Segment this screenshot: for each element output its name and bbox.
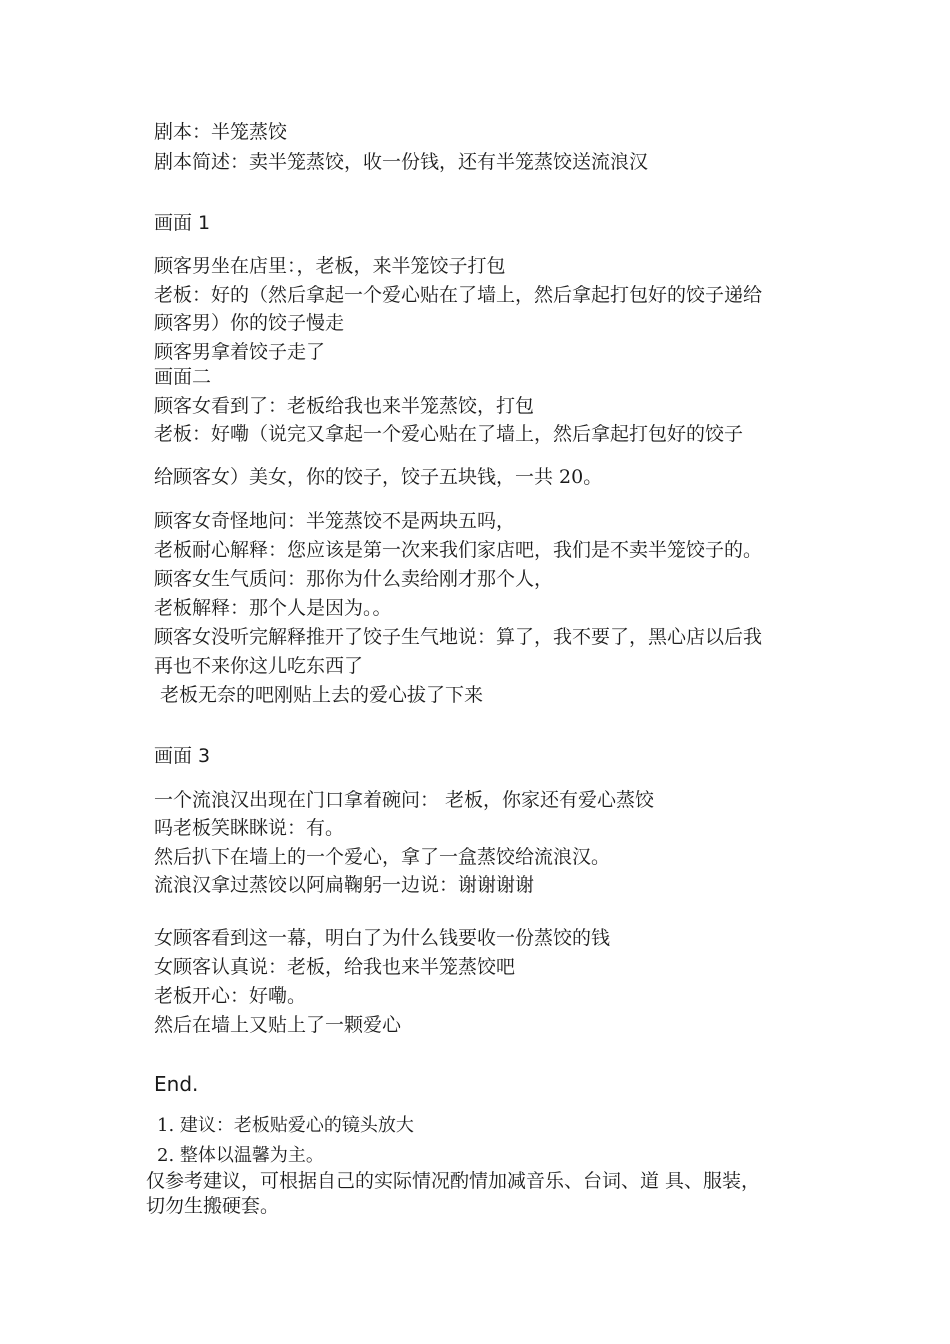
scene2-line: 顾客女没听完解释推开了饺子生气地说：算了，我不要了，黑心店以后我	[154, 626, 763, 648]
disclaimer-line: 切勿生搬硬套。	[146, 1195, 280, 1217]
script-summary: 剧本简述：卖半笼蒸饺，收一份钱，还有半笼蒸饺送流浪汉	[154, 151, 649, 173]
scene2-line: 顾客女看到了：老板给我也来半笼蒸饺，打包	[154, 395, 535, 417]
note-item: 1. 建议：老板贴爱心的镜头放大	[157, 1115, 414, 1136]
scene3-line: 流浪汉拿过蒸饺以阿扁鞠躬一边说：谢谢谢谢	[154, 874, 535, 896]
scene2-line: 老板解释：那个人是因为。。	[154, 597, 392, 619]
scene3-line: 女顾客看到这一幕，明白了为什么钱要收一份蒸饺的钱	[154, 927, 611, 949]
scene2-line: 再也不来你这儿吃东西了	[154, 655, 364, 677]
scene1-line: 顾客男坐在店里：，老板，来半笼饺子打包	[154, 255, 506, 277]
scene3-line: 吗老板笑眯眯说：有。	[154, 817, 345, 839]
scene2-heading: 画面二	[154, 366, 212, 388]
scene3-line: 然后扒下在墙上的一个爱心，拿了一盒蒸饺给流浪汉。	[154, 846, 611, 868]
scene2-line: 老板：好嘞（说完又拿起一个爱心贴在了墙上，然后拿起打包好的饺子	[154, 423, 744, 445]
scene2-line: 顾客女奇怪地问：半笼蒸饺不是两块五吗，	[154, 510, 516, 532]
scene1-line: 老板：好的（然后拿起一个爱心贴在了墙上，然后拿起打包好的饺子递给	[154, 284, 763, 306]
scene2-line: 顾客女生气质问：那你为什么卖给刚才那个人，	[154, 568, 554, 590]
scene1-heading: 画面 1	[154, 212, 211, 234]
scene3-line: 一个流浪汉出现在门口拿着碗问： 老板，你家还有爱心蒸饺	[154, 789, 655, 811]
scene2-line: 给顾客女）美女，你的饺子，饺子五块钱，一共 20。	[154, 466, 603, 488]
scene1-line: 顾客男拿着饺子走了	[154, 341, 326, 363]
scene2-line: 老板无奈的吧刚贴上去的爱心拔了下来	[160, 684, 484, 706]
scene3-line: 然后在墙上又贴上了一颗爱心	[154, 1014, 402, 1036]
scene3-line: 老板开心：好嘞。	[154, 985, 307, 1007]
ending-text: End.	[154, 1072, 199, 1096]
script-title: 剧本：半笼蒸饺	[154, 121, 288, 143]
scene3-heading: 画面 3	[154, 745, 211, 767]
disclaimer-line: 仅参考建议，可根据自己的实际情况酌情加减音乐、台词、道 具、服装，	[146, 1170, 761, 1192]
scene1-line: 顾客男）你的饺子慢走	[154, 312, 345, 334]
scene3-line: 女顾客认真说：老板，给我也来半笼蒸饺吧	[154, 956, 516, 978]
note-item: 2. 整体以温馨为主。	[157, 1145, 324, 1166]
scene2-line: 老板耐心解释：您应该是第一次来我们家店吧，我们是不卖半笼饺子的。	[154, 539, 763, 561]
